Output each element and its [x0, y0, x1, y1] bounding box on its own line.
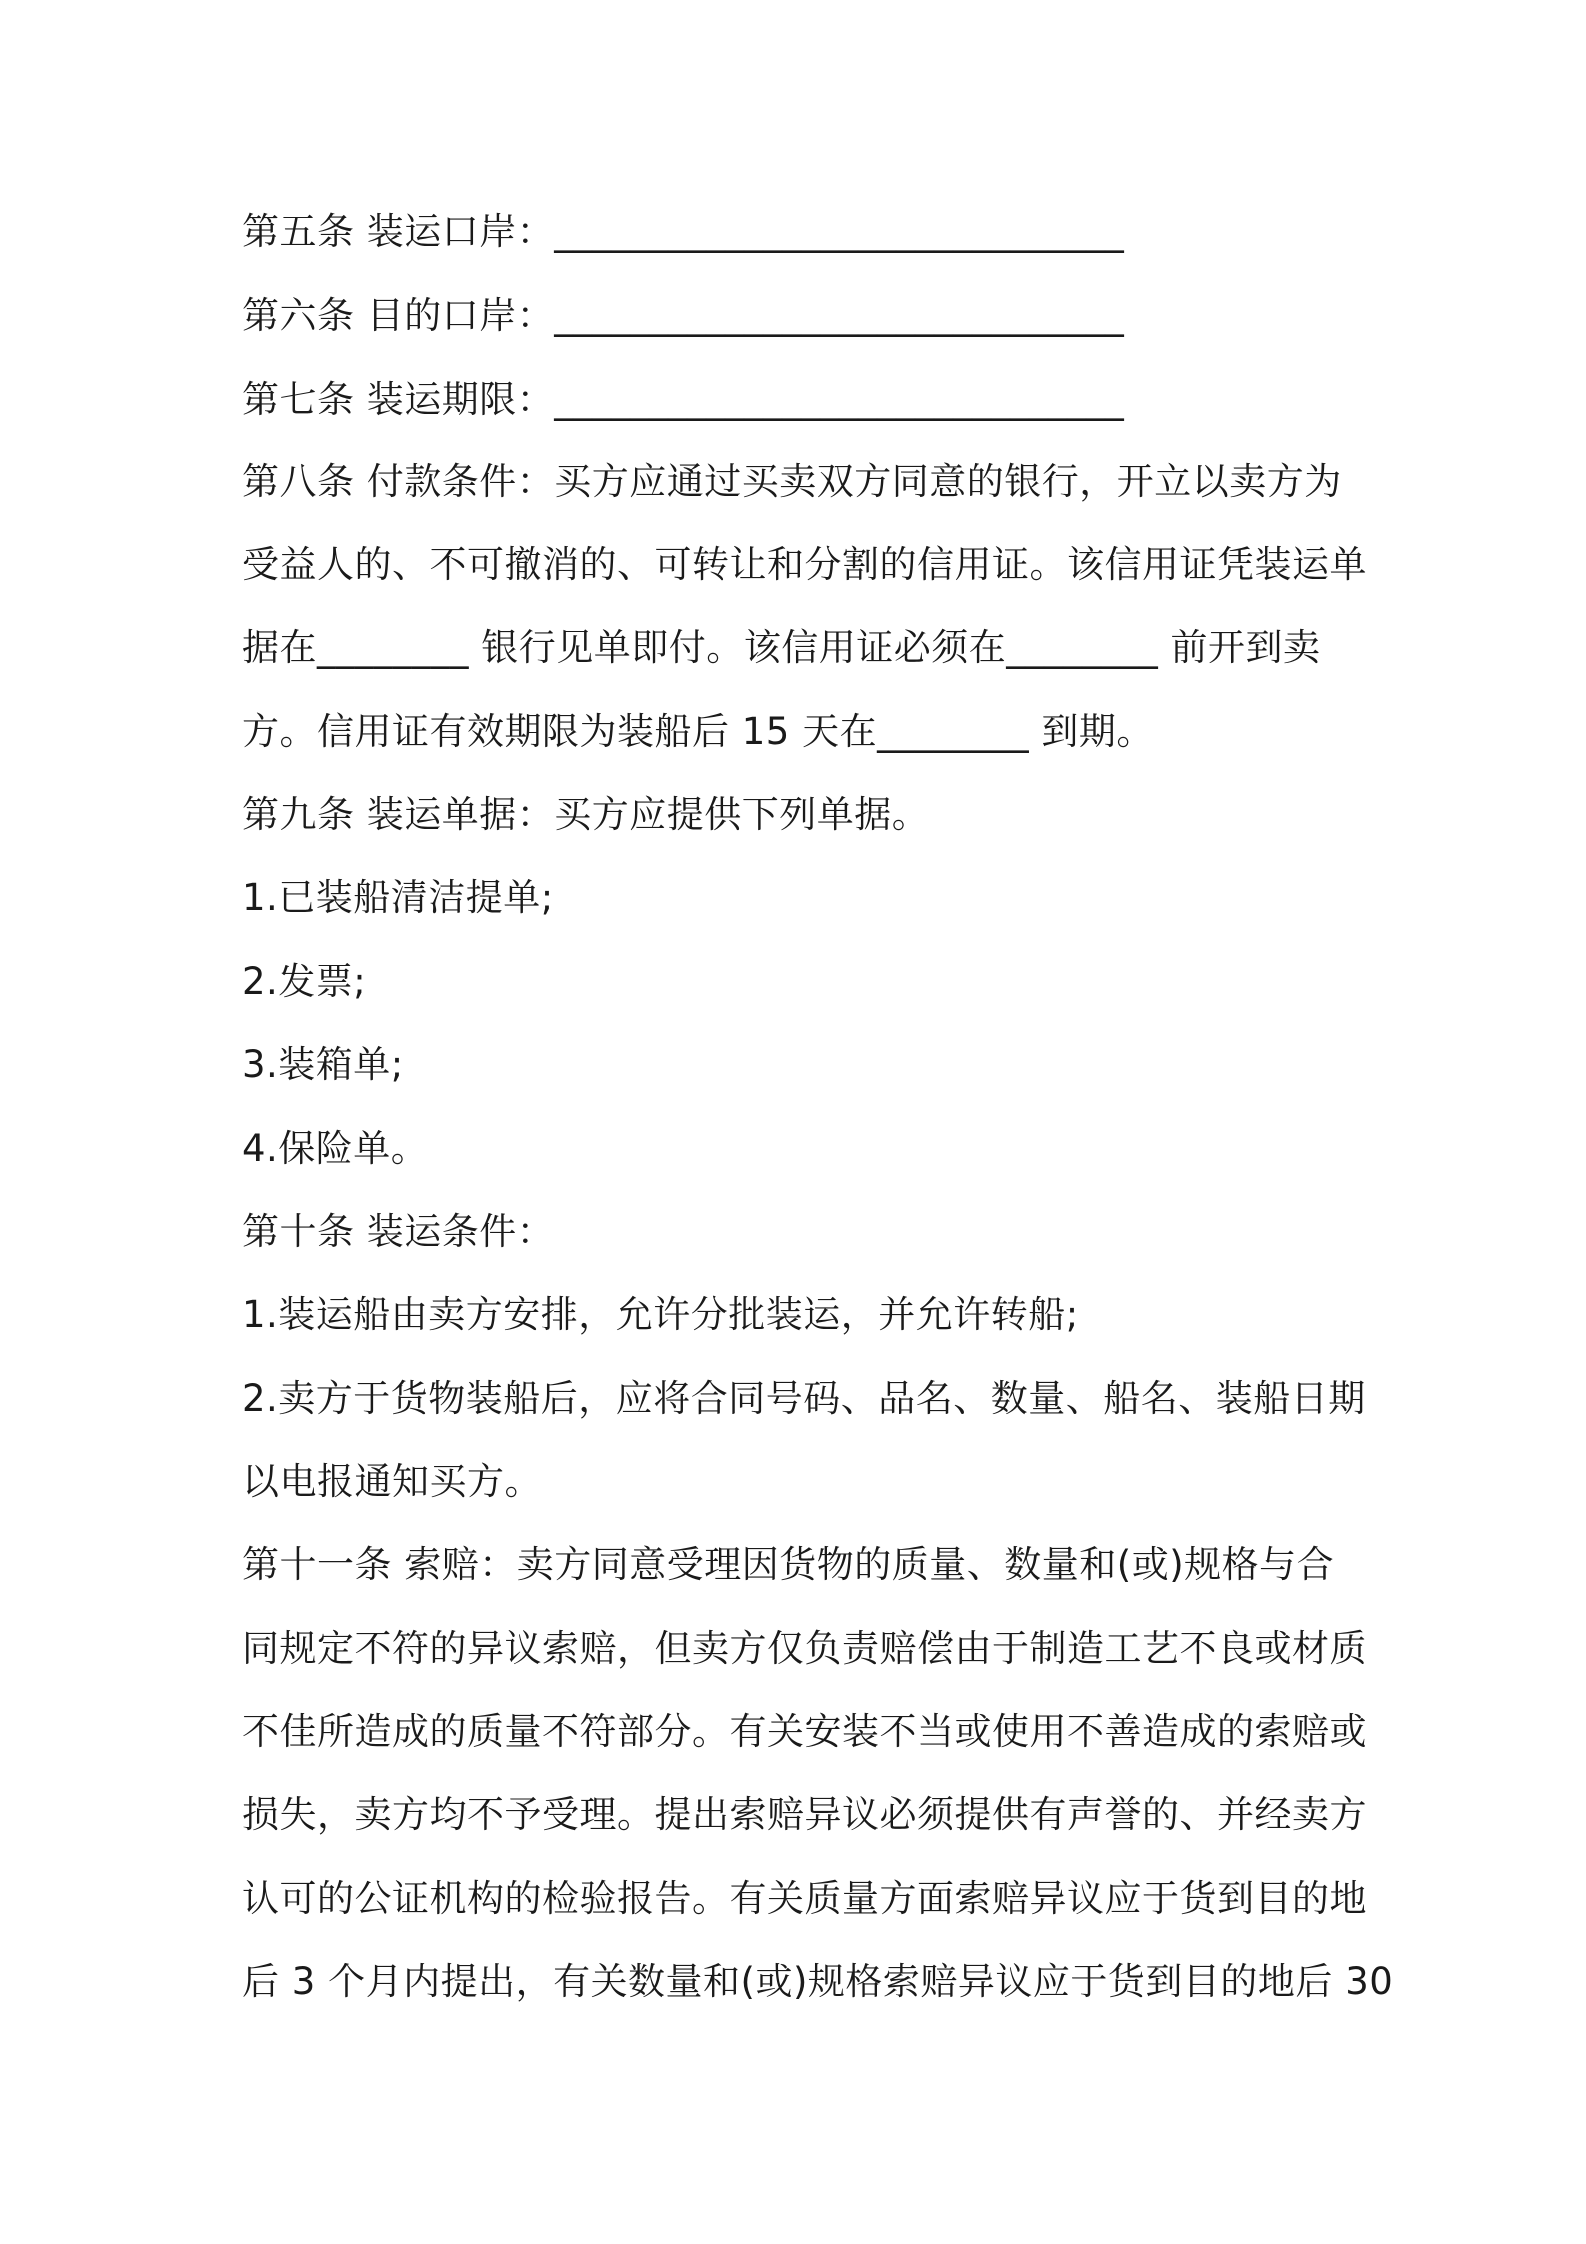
clause-8-payment-line-4: 方。信用证有效期限为装船后 15 天在________ 到期。: [242, 710, 1154, 753]
clause-6-destination-port: 第六条 目的口岸：______________________________: [242, 294, 1125, 337]
clause-7-shipment-period: 第七条 装运期限：______________________________: [242, 378, 1125, 421]
document-item-1: 1.已装船清洁提单;: [242, 876, 554, 919]
clause-5-loading-port: 第五条 装运口岸：______________________________: [242, 210, 1125, 253]
document-item-4: 4.保险单。: [242, 1127, 429, 1170]
document-item-2: 2.发票;: [242, 960, 367, 1003]
document-item-3: 3.装箱单;: [242, 1043, 404, 1086]
clause-11-claims-line-4: 损失，卖方均不予受理。提出索赔异议必须提供有声誉的、并经卖方: [242, 1793, 1367, 1836]
clause-11-claims-line-3: 不佳所造成的质量不符部分。有关安装不当或使用不善造成的索赔或: [242, 1710, 1367, 1753]
clause-11-claims-line-1: 第十一条 索赔：卖方同意受理因货物的质量、数量和(或)规格与合: [242, 1543, 1335, 1586]
clause-10-shipping-conditions: 第十条 装运条件：: [242, 1210, 555, 1253]
condition-item-1: 1.装运船由卖方安排，允许分批装运，并允许转船;: [242, 1293, 1079, 1336]
clause-8-payment-line-3: 据在________ 银行见单即付。该信用证必须在________ 前开到卖: [242, 626, 1321, 669]
condition-item-2-line-2: 以电报通知买方。: [242, 1460, 542, 1503]
clause-11-claims-line-6: 后 3 个月内提出，有关数量和(或)规格索赔异议应于货到目的地后 30: [242, 1960, 1394, 2003]
condition-item-2-line-1: 2.卖方于货物装船后，应将合同号码、品名、数量、船名、装船日期: [242, 1377, 1366, 1420]
clause-11-claims-line-5: 认可的公证机构的检验报告。有关质量方面索赔异议应于货到目的地: [242, 1877, 1367, 1920]
clause-8-payment-line-1: 第八条 付款条件：买方应通过买卖双方同意的银行，开立以卖方为: [242, 460, 1342, 503]
clause-9-shipping-documents: 第九条 装运单据：买方应提供下列单据。: [242, 793, 930, 836]
clause-11-claims-line-2: 同规定不符的异议索赔，但卖方仅负责赔偿由于制造工艺不良或材质: [242, 1627, 1367, 1670]
clause-8-payment-line-2: 受益人的、不可撤消的、可转让和分割的信用证。该信用证凭装运单: [242, 543, 1367, 586]
